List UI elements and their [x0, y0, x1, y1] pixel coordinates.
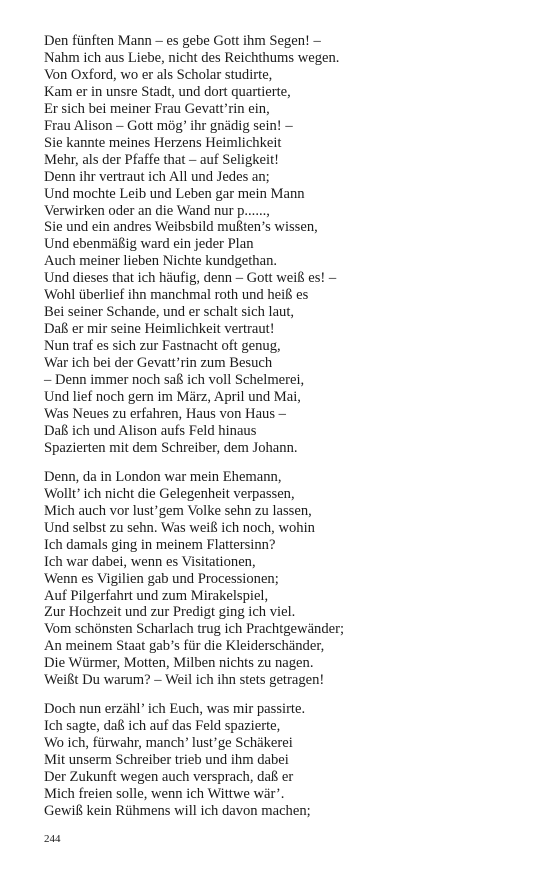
verse-line: Auch meiner lieben Nichte kundgethan.: [44, 253, 278, 270]
verse-line: Sie und ein andres Weibsbild mußten’s wissen,: [44, 219, 318, 236]
verse-line: Und lief noch gern im März, April und Mai,: [44, 389, 301, 406]
verse-line: Wohl überlief ihn manchmal roth und heiß es: [44, 287, 309, 304]
verse-line: Sie kannte meines Herzens Heimlichkeit: [44, 134, 282, 151]
verse-line: Mich freien solle, wenn ich Wittwe wär’.: [44, 785, 285, 802]
verse-line: Verwirken oder an die Wand nur p......,: [44, 202, 270, 219]
verse-line: Wenn es Vigilien gab und Processionen;: [44, 570, 279, 587]
verse-line: Den fünften Mann – es gebe Gott ihm Segen! –: [44, 33, 321, 49]
verse-line: Er sich bei meiner Frau Gevatt’rin ein,: [44, 100, 270, 117]
verse-line: Nahm ich aus Liebe, nicht des Reichthums wegen.: [44, 49, 340, 66]
verse-line: Ich sagte, daß ich auf das Feld spazierte,: [44, 718, 281, 735]
verse-line: Der Zukunft wegen auch versprach, daß er: [44, 769, 294, 786]
verse-line: Mit unserm Schreiber trieb und ihm dabei: [44, 752, 289, 769]
verse-line: Und dieses that ich häufig, denn – Gott weiß es! –: [44, 270, 337, 287]
verse-line: Und selbst zu sehn. Was weiß ich noch, wohin: [44, 519, 315, 536]
verse-line: Spazierten mit dem Schreiber, dem Johann.: [44, 439, 298, 456]
poem-text: [44, 33, 514, 832]
verse-line: – Denn immer noch saß ich voll Schelmerei,: [44, 372, 305, 389]
verse-line: Daß er mir seine Heimlichkeit vertraut!: [44, 321, 275, 338]
verse-line: Wollt’ ich nicht die Gelegenheit verpassen,: [44, 485, 295, 502]
verse-line: Von Oxford, wo er als Scholar studirte,: [44, 66, 273, 83]
verse-line: Was Neues zu erfahren, Haus von Haus –: [44, 405, 286, 422]
verse-line: War ich bei der Gevatt’rin zum Besuch: [44, 355, 273, 372]
verse-line: Bei seiner Schande, und er schalt sich laut,: [44, 304, 295, 321]
verse-line: Zur Hochzeit und zur Predigt ging ich viel.: [44, 604, 296, 621]
stanza: [44, 701, 514, 820]
verse-line: Mich auch vor lust’gem Volke sehn zu lassen,: [44, 502, 312, 519]
verse-line: An meinem Staat gab’s für die Kleiderschänder,: [44, 638, 325, 655]
verse-line: Ich damals ging in meinem Flattersinn?: [44, 536, 276, 553]
verse-line: Nun traf es sich zur Fastnacht oft genug,: [44, 338, 281, 355]
stanza: [44, 33, 514, 457]
verse-line: Die Würmer, Motten, Milben nichts zu nagen.: [44, 655, 314, 672]
verse-line: Denn ihr vertraut ich All und Jedes an;: [44, 168, 270, 185]
verse-line: Auf Pilgerfahrt und zum Mirakelspiel,: [44, 587, 269, 604]
verse-line: Ich war dabei, wenn es Visitationen,: [44, 553, 256, 570]
page-number: 244: [44, 833, 61, 845]
verse-line: Und ebenmäßig ward ein jeder Plan: [44, 236, 254, 253]
verse-line: Frau Alison – Gott mög’ ihr gnädig sein! –: [44, 117, 293, 134]
stanza: [44, 469, 514, 689]
verse-line: Vom schönsten Scharlach trug ich Prachtgewänder;: [44, 621, 345, 638]
verse-line: Doch nun erzähl’ ich Euch, was mir passirte.: [44, 701, 306, 718]
verse-line: Mehr, als der Pfaffe that – auf Seligkeit!: [44, 151, 280, 168]
verse-line: Und mochte Leib und Leben gar mein Mann: [44, 185, 305, 202]
verse-line: Denn, da in London war mein Ehemann,: [44, 468, 282, 485]
verse-line: Wo ich, fürwahr, manch’ lust’ge Schäkerei: [44, 735, 293, 752]
verse-line: Daß ich und Alison aufs Feld hinaus: [44, 422, 257, 439]
verse-line: Weißt Du warum? – Weil ich ihn stets getragen!: [44, 672, 325, 689]
verse-line: Kam er in unsre Stadt, und dort quartierte,: [44, 83, 291, 100]
verse-line: Gewiß kein Rühmens will ich davon machen;: [44, 802, 311, 819]
